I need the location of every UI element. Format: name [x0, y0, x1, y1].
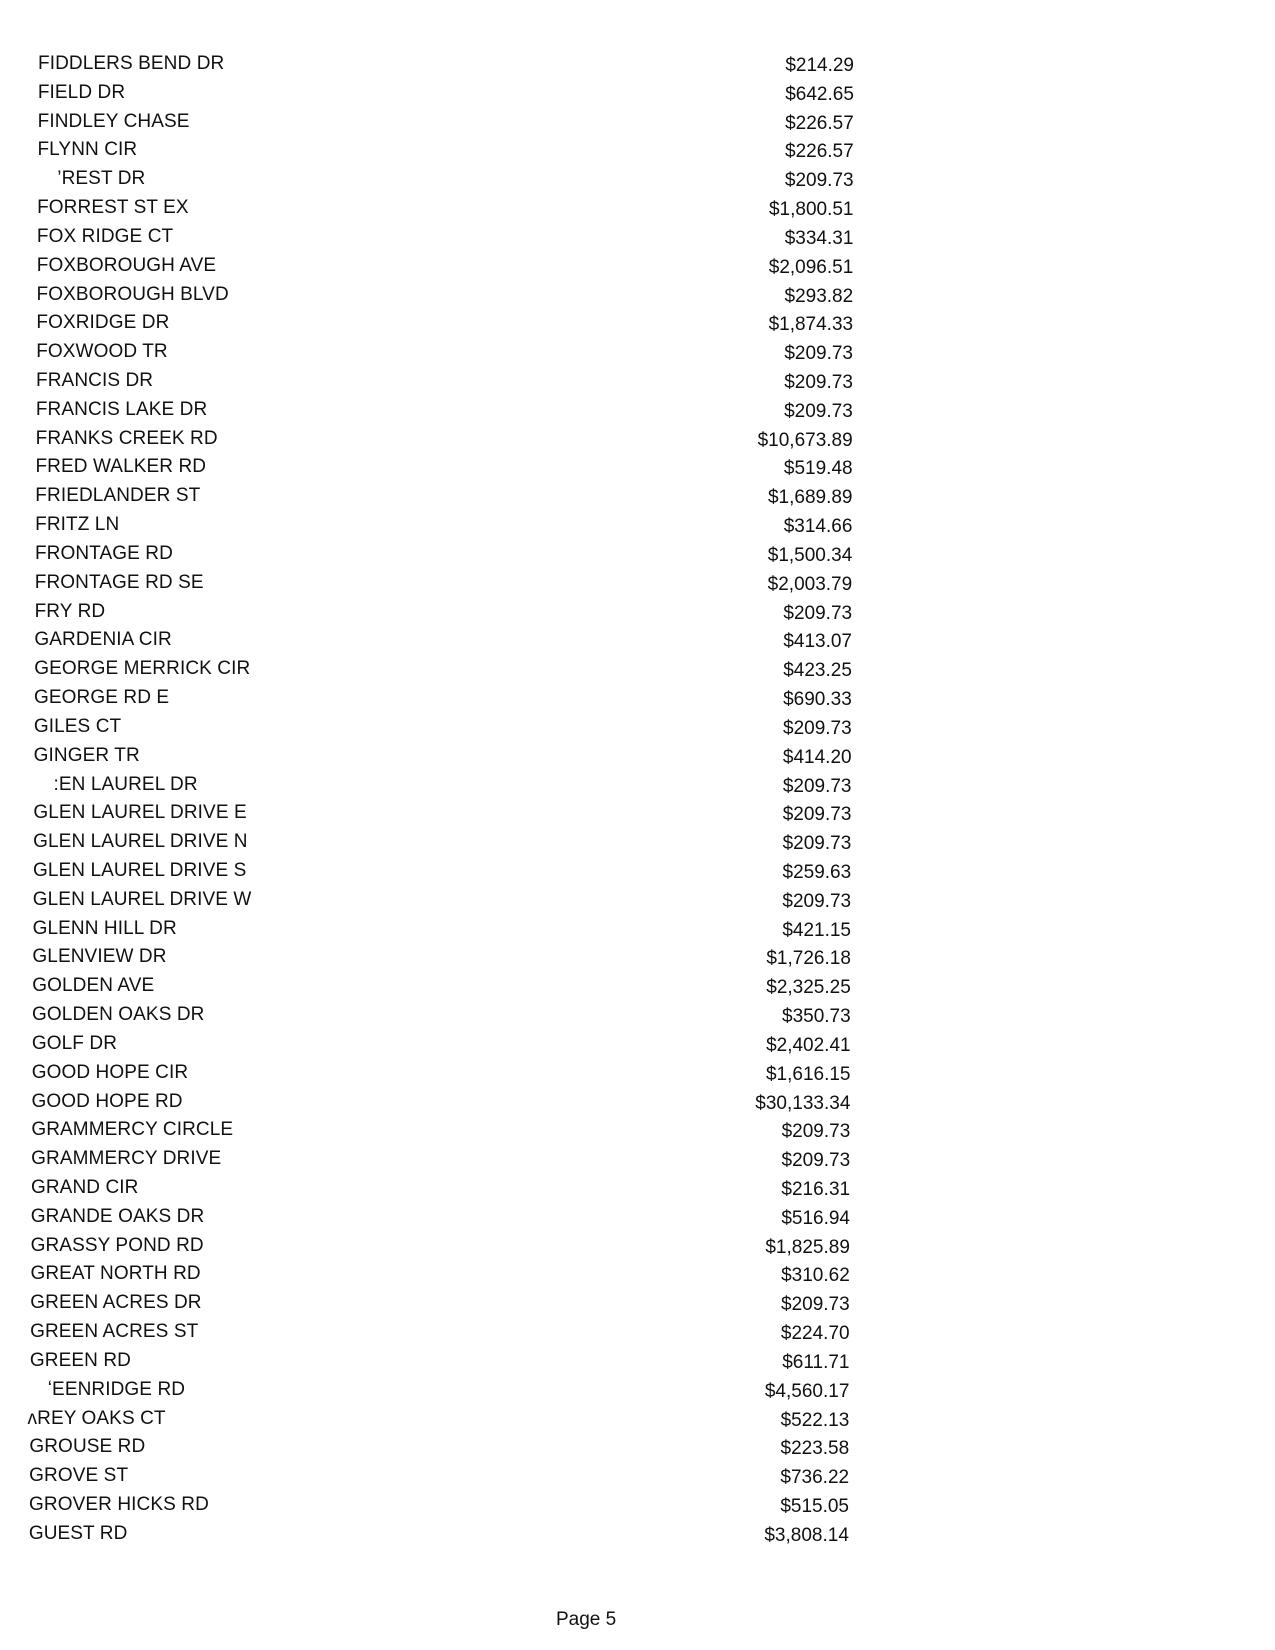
- street-name: GINGER TR: [33, 744, 140, 766]
- table-row: [0, 1004, 1275, 1034]
- amount-value: $209.73: [781, 1150, 851, 1172]
- amount-value: $293.82: [784, 285, 854, 307]
- table-row: [0, 572, 1275, 602]
- table-row: [0, 1062, 1275, 1092]
- amount-value: $2,325.25: [766, 977, 851, 999]
- street-name: FRY RD: [34, 600, 106, 622]
- amount-value: $690.33: [783, 689, 852, 711]
- street-name: GROUSE RD: [29, 1436, 146, 1458]
- street-name: FOXBOROUGH AVE: [36, 254, 217, 276]
- amount-value: $209.73: [782, 890, 852, 912]
- amount-value: $259.63: [782, 861, 852, 883]
- amount-value: $209.73: [781, 1121, 851, 1143]
- street-name: GRASSY POND RD: [30, 1234, 204, 1256]
- street-name: GLENVIEW DR: [32, 946, 167, 968]
- street-name: GLEN LAUREL DRIVE S: [32, 859, 247, 881]
- amount-value: $1,689.89: [767, 487, 853, 509]
- amount-value: $1,500.34: [767, 544, 853, 566]
- street-name: GOLDEN OAKS DR: [32, 1004, 205, 1026]
- table-row: [0, 139, 1275, 169]
- street-name: FOXBOROUGH BLVD: [36, 283, 229, 305]
- street-name: GUEST RD: [28, 1522, 128, 1544]
- street-name: FRANCIS DR: [36, 370, 154, 392]
- table-row: [0, 687, 1275, 717]
- street-name: GEORGE MERRICK CIR: [34, 658, 251, 680]
- table-row: [0, 889, 1275, 919]
- amount-value: $519.48: [783, 458, 853, 480]
- table-row: [0, 629, 1275, 659]
- table-row: [0, 1465, 1275, 1495]
- street-name: FOX RIDGE CT: [36, 225, 174, 247]
- table-row: [0, 485, 1275, 515]
- amount-value: $216.31: [781, 1178, 851, 1200]
- street-name: :EN LAUREL DR: [53, 773, 198, 795]
- street-name: FINDLEY CHASE: [37, 110, 190, 132]
- street-name: FLYNN CIR: [37, 139, 138, 161]
- street-name: ʻEENRIDGE RD: [47, 1378, 186, 1400]
- table-row: [0, 111, 1275, 141]
- street-name: FRONTAGE RD: [34, 542, 173, 564]
- street-name: FRONTAGE RD SE: [34, 571, 204, 593]
- amount-value: $209.73: [784, 372, 853, 394]
- amount-value: $413.07: [783, 631, 852, 653]
- table-row: [0, 1379, 1275, 1409]
- amount-value: $209.73: [782, 804, 852, 826]
- street-name: GRAMMERCY DRIVE: [31, 1148, 222, 1170]
- amount-value: $209.73: [782, 775, 852, 797]
- table-row: [0, 428, 1275, 458]
- amount-value: $209.73: [784, 400, 853, 422]
- street-name: GRAND CIR: [30, 1176, 139, 1198]
- table-row: [0, 1408, 1275, 1438]
- street-name: FIDDLERS BEND DR: [38, 53, 225, 74]
- table-row: [0, 601, 1275, 631]
- amount-value: $209.73: [783, 717, 852, 739]
- street-name: GREAT NORTH RD: [30, 1263, 201, 1285]
- amount-value: $1,825.89: [765, 1236, 850, 1258]
- table-row: [0, 514, 1275, 544]
- amount-value: $3,808.14: [764, 1524, 849, 1546]
- amount-value: $209.73: [784, 343, 853, 365]
- street-name: FORREST ST EX: [37, 197, 189, 219]
- amount-value: $209.73: [784, 170, 854, 192]
- street-name: FRANCIS LAKE DR: [35, 398, 208, 420]
- table-row: [0, 946, 1275, 976]
- amount-value: $314.66: [783, 516, 853, 538]
- table-row: [0, 168, 1275, 198]
- amount-value: $414.20: [782, 746, 852, 768]
- table-row: [0, 774, 1275, 804]
- table-row: [0, 1091, 1275, 1121]
- amount-value: $10,673.89: [757, 429, 853, 451]
- table-row: [0, 226, 1275, 256]
- amount-value: $214.29: [785, 55, 854, 76]
- street-name: GLENN HILL DR: [32, 917, 177, 939]
- street-name: GROVE ST: [29, 1465, 129, 1487]
- table-row: [0, 370, 1275, 400]
- table-row: [0, 1177, 1275, 1207]
- table-row: [0, 255, 1275, 285]
- amount-value: $209.73: [782, 833, 852, 855]
- table-row: [0, 1350, 1275, 1380]
- amount-value: $421.15: [782, 919, 851, 941]
- amount-value: $4,560.17: [764, 1380, 850, 1402]
- table-row: [0, 82, 1275, 112]
- table-row: [0, 1119, 1275, 1149]
- table-row: [0, 860, 1275, 890]
- amount-value: $2,003.79: [767, 573, 853, 595]
- table-row: [0, 745, 1275, 775]
- amount-value: $2,402.41: [766, 1034, 851, 1056]
- street-name: GLEN LAUREL DRIVE W: [32, 888, 252, 910]
- table-row: [0, 284, 1275, 314]
- street-name: FRIEDLANDER ST: [35, 485, 201, 507]
- street-name: FRITZ LN: [35, 514, 120, 536]
- table-row: [0, 197, 1275, 227]
- street-name: GOLF DR: [31, 1032, 118, 1054]
- amount-value: $611.71: [782, 1351, 850, 1373]
- amount-value: $1,800.51: [768, 199, 854, 221]
- amount-value: $224.70: [780, 1323, 850, 1345]
- amount-value: $1,726.18: [766, 948, 851, 970]
- amount-value: $209.73: [781, 1294, 850, 1316]
- table-row: [0, 831, 1275, 861]
- amount-value: $226.57: [785, 112, 854, 134]
- amount-value: $515.05: [780, 1496, 849, 1517]
- street-name: GARDENIA CIR: [34, 629, 172, 651]
- street-name: GOOD HOPE RD: [31, 1090, 183, 1112]
- table-row: [0, 658, 1275, 688]
- table-row: [0, 1148, 1275, 1178]
- street-name: GLEN LAUREL DRIVE N: [33, 831, 248, 853]
- table-row: [0, 1263, 1275, 1293]
- table-row: [0, 312, 1275, 342]
- street-name: GOOD HOPE CIR: [31, 1061, 189, 1083]
- table-row: [0, 716, 1275, 746]
- table-row: [0, 1235, 1275, 1265]
- street-name: GREEN ACRES ST: [30, 1321, 199, 1343]
- street-name: GLEN LAUREL DRIVE E: [33, 802, 247, 824]
- page-number: Page 5: [556, 1609, 617, 1630]
- street-name: GRAMMERCY CIRCLE: [31, 1119, 234, 1141]
- amount-value: $642.65: [785, 83, 854, 105]
- street-name: GEORGE RD E: [34, 687, 170, 709]
- amount-value: $522.13: [780, 1409, 850, 1431]
- table-row: [0, 543, 1275, 573]
- street-name: FRED WALKER RD: [35, 456, 207, 478]
- table-row: [0, 975, 1275, 1005]
- table-row: [0, 1523, 1275, 1553]
- amount-value: $1,616.15: [765, 1063, 851, 1085]
- table-row: [0, 341, 1275, 371]
- amount-value: $516.94: [781, 1207, 850, 1229]
- amount-value: $350.73: [782, 1006, 851, 1028]
- table-row: [0, 1033, 1275, 1063]
- street-name: ʌREY OAKS CT: [27, 1407, 166, 1429]
- amount-value: $226.57: [785, 141, 854, 163]
- amount-value: $310.62: [781, 1265, 850, 1287]
- table-row: [0, 53, 1275, 83]
- street-name: FOXWOOD TR: [36, 341, 168, 363]
- amount-value: $1,874.33: [768, 314, 854, 336]
- table-row: [0, 1206, 1275, 1236]
- table-row: [0, 1436, 1275, 1466]
- table-row: [0, 1292, 1275, 1322]
- street-name: GREEN RD: [29, 1349, 131, 1371]
- table-row: [0, 456, 1275, 486]
- amount-value: $736.22: [780, 1467, 850, 1489]
- street-name: GREEN ACRES DR: [30, 1292, 202, 1314]
- street-name: GROVER HICKS RD: [29, 1494, 209, 1515]
- amount-value: $223.58: [780, 1438, 850, 1460]
- street-name: GOLDEN AVE: [32, 975, 155, 997]
- table-row: [0, 918, 1275, 948]
- street-name: FRANKS CREEK RD: [35, 427, 218, 449]
- table-row: [0, 1494, 1275, 1524]
- amount-value: $2,096.51: [768, 256, 854, 278]
- street-name: FIELD DR: [37, 81, 126, 103]
- amount-value: $30,133.34: [755, 1092, 851, 1114]
- amount-value: $209.73: [783, 602, 853, 624]
- street-name: GILES CT: [33, 715, 122, 737]
- street-name: FOXRIDGE DR: [36, 312, 170, 334]
- amount-value: $423.25: [783, 660, 852, 682]
- amount-value: $334.31: [784, 227, 854, 249]
- table-row: [0, 802, 1275, 832]
- street-name: ’REST DR: [57, 168, 146, 190]
- table-row: [0, 1321, 1275, 1351]
- table-row: [0, 399, 1275, 429]
- street-name: GRANDE OAKS DR: [30, 1205, 205, 1227]
